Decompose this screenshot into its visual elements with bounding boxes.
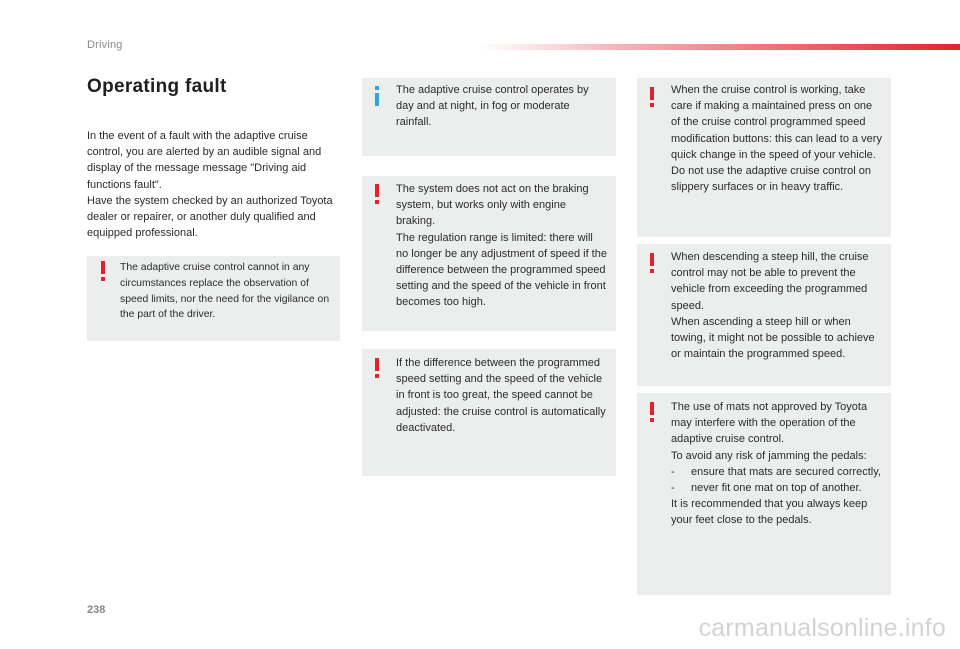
warning-box-steep-hill xyxy=(637,244,891,386)
list-dash: - xyxy=(671,482,675,495)
warning-text xyxy=(671,249,883,362)
warning-box-speed-buttons xyxy=(637,78,891,237)
page-title: Operating fault xyxy=(87,76,227,97)
warning-text xyxy=(120,260,332,323)
list-item xyxy=(671,464,887,480)
warning-paragraph: Do not use the adaptive cruise control on slippery surfaces or in heavy traffic. xyxy=(671,165,871,194)
warning-paragraph: The regulation range is limited: there will no longer be any adjustment of speed if the difference between the programmed speed setting and the speed of the vehicle in front becomes too high. xyxy=(396,231,607,309)
warning-paragraph: The adaptive cruise control cannot in any circumstances replace the observation of speed limits, nor the need for the vigilance on the part of the driver. xyxy=(120,262,330,321)
info-paragraph: The adaptive cruise control operates by day and at night, in fog or moderate rainfall. xyxy=(396,84,589,129)
warning-paragraph: When ascending a steep hill or when towing, it might not be possible to achieve or maintain the programmed speed. xyxy=(671,315,875,361)
info-icon xyxy=(373,86,381,106)
warning-box-floor-mats xyxy=(637,393,891,595)
warning-paragraph: To avoid any risk of jamming the pedals: xyxy=(671,449,867,462)
warning-text xyxy=(671,399,887,529)
watermark: carmanualsonline.info xyxy=(698,614,946,642)
warning-text xyxy=(671,82,883,195)
list-item-text: never fit one mat on top of another. xyxy=(691,482,862,495)
warning-icon xyxy=(99,261,107,281)
warning-paragraph: The use of mats not approved by Toyota may interfere with the operation of the adaptive cruise control. xyxy=(671,401,868,446)
warning-icon xyxy=(373,358,381,378)
warning-icon xyxy=(648,87,656,107)
warning-icon xyxy=(648,253,656,273)
warning-box-braking-system xyxy=(362,176,616,331)
list-item xyxy=(671,480,887,496)
warning-box-speed-difference xyxy=(362,349,616,476)
intro-paragraph: Have the system checked by an authorized Toyota dealer or repairer, or another duly qualified and equipped professional. xyxy=(87,194,333,240)
warning-paragraph: When the cruise control is working, take care if making a maintained press on one of the cruise control programmed speed modification buttons: this can lead to a very quick change in the speed of your vehicle. xyxy=(671,84,882,161)
warning-text xyxy=(396,181,608,311)
info-text xyxy=(396,82,608,131)
info-box-operating-conditions xyxy=(362,78,616,156)
warning-paragraph: When descending a steep hill, the cruise control may not be able to prevent the vehicle from exceeding the programmed speed. xyxy=(671,251,869,312)
intro-paragraph: In the event of a fault with the adaptive cruise control, you are alerted by an audible signal and display of the message message "Driving aid functions fault". xyxy=(87,130,322,191)
warning-paragraph: The system does not act on the braking system, but works only with engine braking. xyxy=(396,183,589,228)
warning-icon xyxy=(373,184,381,204)
warning-box-driver-vigilance xyxy=(87,256,340,341)
warning-icon xyxy=(648,402,656,422)
warning-text xyxy=(396,355,608,436)
intro-text xyxy=(87,128,337,241)
header-accent-bar xyxy=(480,44,960,50)
page-number: 238 xyxy=(87,604,106,616)
list-item-text: ensure that mats are secured correctly, xyxy=(691,465,881,478)
list-dash: - xyxy=(671,465,675,478)
warning-paragraph: It is recommended that you always keep your feet close to the pedals. xyxy=(671,498,868,527)
warning-paragraph: If the difference between the programmed speed setting and the speed of the vehicle in front is too great, the speed cannot be adjusted: the cruise control is automatically deactivated. xyxy=(396,357,606,434)
section-label: Driving xyxy=(87,39,123,51)
